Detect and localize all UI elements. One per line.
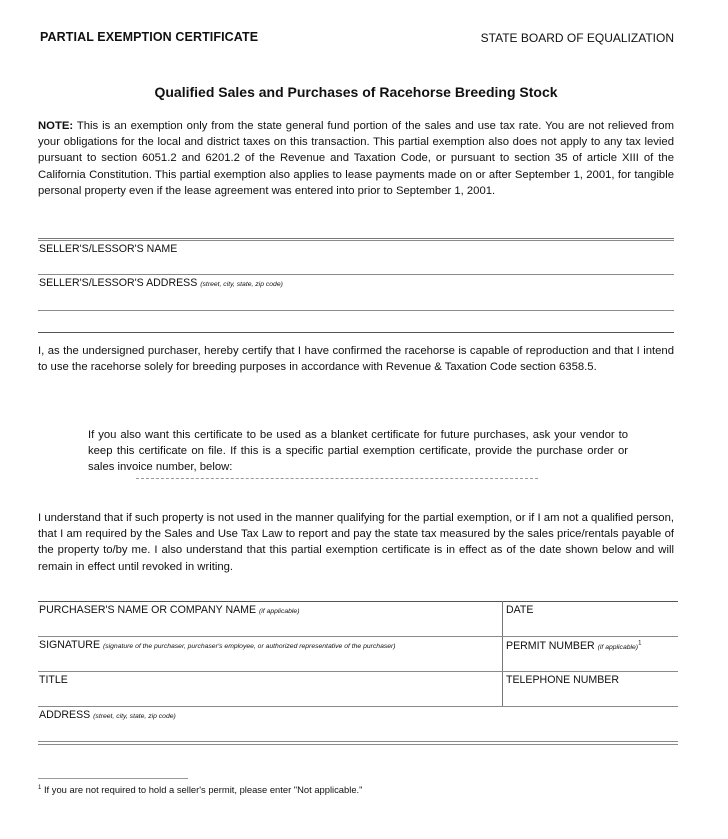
title-field[interactable] <box>38 706 678 707</box>
seller-top-rule-2 <box>38 240 674 241</box>
blanket-paragraph: If you also want this certificate to be used as a blanket certificate for future purchases, ask your vendor to keep this certificate on file. If this is a specific partial exemption certificate, provide the purchase order or sales invoice number, below: <box>88 429 628 474</box>
permit-footnote-marker: 1 <box>638 640 642 647</box>
title-label: TITLE <box>39 674 68 686</box>
permit-number-hint: (if applicable) <box>597 644 639 651</box>
purchaser-address-field-2 <box>38 744 678 745</box>
invoice-number-field[interactable] <box>136 478 538 479</box>
purchaser-address-label: ADDRESS (street, city, state, zip code) <box>39 709 176 721</box>
purchaser-address-field[interactable] <box>38 741 678 742</box>
understanding-paragraph: I understand that if such property is not used in the manner qualifying for the partial exemption, or if I am not a qualified person, that I am required by the Sales and Use Tax Law to report and pay the state tax measured by the sales price/rentals payable of the property to/by me. I also understand that this partial exemption certificate is in effect as of the date shown below and will remain in effect until revoked in writing. <box>38 512 674 573</box>
purchaser-top-rule <box>38 601 678 602</box>
seller-address-field[interactable] <box>38 310 674 311</box>
seller-address-label: SELLER'S/LESSOR'S ADDRESS (street, city, state, zip code) <box>39 277 283 289</box>
document-title: Qualified Sales and Purchases of Racehorse Breeding Stock <box>154 84 558 100</box>
purchaser-name-hint: (if applicable) <box>259 608 300 615</box>
seller-address-hint: (street, city, state, zip code) <box>200 281 283 288</box>
footnote-separator <box>38 778 188 779</box>
footnote-text: If you are not required to hold a seller's permit, please enter "Not applicable." <box>41 784 363 795</box>
seller-name-label: SELLER'S/LESSOR'S NAME <box>39 243 178 255</box>
note-paragraph <box>38 118 674 199</box>
signature-field[interactable] <box>38 671 678 672</box>
footnote-marker: 1 <box>38 784 42 791</box>
footnote <box>38 784 362 795</box>
purchaser-name-field[interactable] <box>38 636 678 637</box>
purchaser-column-divider <box>502 601 503 707</box>
telephone-label: TELEPHONE NUMBER <box>506 674 620 686</box>
purchaser-address-hint: (street, city, state, zip code) <box>93 713 176 720</box>
form-title: PARTIAL EXEMPTION CERTIFICATE <box>40 30 259 44</box>
note-text: This is an exemption only from the state general fund portion of the sales and use tax rate. You are not relieved from your obligations for the local and district taxes on this transaction. This partial exemption also does not apply to any tax levied pursuant to section 6051.2 and 6201.2 of the Revenue and Taxation Code, or pursuant to section 35 of article XIII of the California Constitution. This partial exemption also applies to lease payments made on or after September 1, 2001, for tangible personal property even if the lease agreement was entered into prior to September 1, 2001. <box>38 120 674 197</box>
permit-number-label: PERMIT NUMBER (if applicable)$^1$ <box>506 640 642 652</box>
certification-paragraph: I, as the undersigned purchaser, hereby certify that I have confirmed the racehorse is capable of reproduction and that I intend to use the racehorse solely for breeding purposes in accordance with Revenue & Taxation Code section 6358.5. <box>38 345 674 374</box>
seller-address-field-2[interactable] <box>38 332 674 333</box>
signature-label: SIGNATURE (signature of the purchaser, purchaser's employee, or authorized representative of the purchaser) <box>39 639 396 651</box>
note-label: NOTE: <box>38 120 74 132</box>
seller-top-rule <box>38 238 674 239</box>
purchaser-name-label: PURCHASER'S NAME OR COMPANY NAME (if applicable) <box>39 604 300 616</box>
agency-name: STATE BOARD OF EQUALIZATION <box>480 31 674 45</box>
date-label: DATE <box>506 604 534 616</box>
signature-hint: (signature of the purchaser, purchaser's employee, or authorized representative of the purchaser) <box>102 643 396 650</box>
seller-name-field[interactable] <box>38 274 674 275</box>
